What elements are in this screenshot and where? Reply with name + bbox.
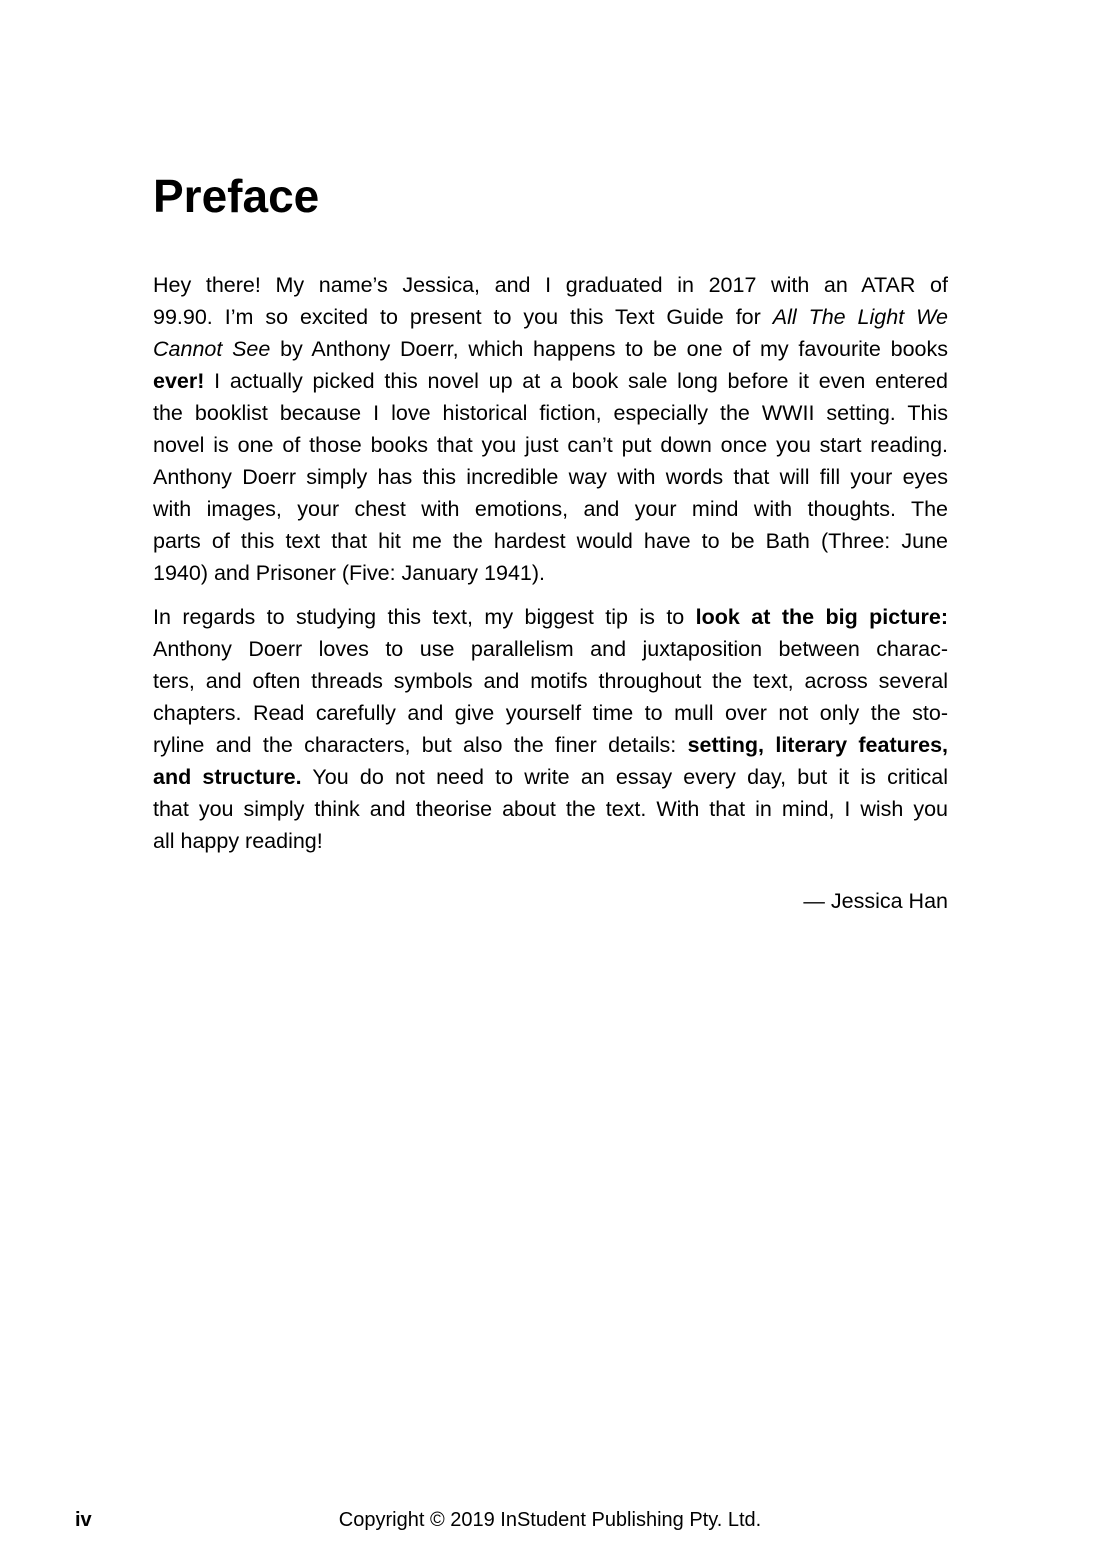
- text-line: [153, 697, 948, 729]
- text-segment: 99.90. I’m so excited to present to you this Text Guide for: [153, 305, 773, 329]
- text-segment: ters, and often threads symbols and motifs throughout the text, across several: [153, 669, 948, 693]
- text-line: [153, 793, 948, 825]
- text-segment: In regards to studying this text, my biggest tip is to: [153, 605, 696, 629]
- text-segment: Anthony Doerr simply has this incredible way with words that will fill your eyes: [153, 465, 948, 489]
- text-segment: parts of this text that hit me the hardest would have to be Bath (Three: June: [153, 529, 948, 553]
- text-segment: that you simply think and theorise about the text. With that in mind, I wish you: [153, 797, 948, 821]
- page-number: iv: [75, 1509, 92, 1531]
- author-signature: — Jessica Han: [803, 889, 948, 913]
- text-segment: ever!: [153, 369, 205, 393]
- text-segment: Anthony Doerr loves to use parallelism and juxtaposition between charac-: [153, 637, 948, 661]
- text-segment: I actually picked this novel up at a book sale long before it even entered: [204, 369, 948, 393]
- text-line: [153, 601, 948, 633]
- text-segment: 1940) and Prisoner (Five: January 1941).: [153, 561, 545, 585]
- text-line: [153, 633, 948, 665]
- text-segment: All The Light We: [772, 305, 948, 329]
- paragraph: [153, 601, 948, 857]
- text-line: [153, 525, 948, 557]
- text-line: [153, 429, 948, 461]
- text-segment: with images, your chest with emotions, and your mind with thoughts. The: [153, 497, 948, 521]
- text-line: [153, 301, 948, 333]
- text-line: [153, 461, 948, 493]
- text-line: [153, 761, 948, 793]
- preface-paragraphs: [153, 269, 948, 857]
- text-line: [153, 557, 948, 589]
- text-segment: chapters. Read carefully and give yourself time to mull over not only the sto-: [153, 701, 948, 725]
- text-line: [153, 269, 948, 301]
- text-line: [153, 825, 948, 857]
- text-segment: Hey there! My name’s Jessica, and I graduated in 2017 with an ATAR of: [153, 273, 948, 297]
- preface-content: [153, 170, 948, 917]
- text-segment: novel is one of those books that you just can’t put down once you start reading.: [153, 433, 948, 457]
- page-footer: [75, 1508, 1025, 1532]
- text-segment: all happy reading!: [153, 829, 323, 853]
- text-segment: and structure.: [153, 765, 302, 789]
- text-line: [153, 333, 948, 365]
- text-line: [153, 397, 948, 429]
- page-title: Preface: [153, 170, 320, 222]
- text-line: [153, 665, 948, 697]
- text-segment: Cannot See: [153, 337, 271, 361]
- text-segment: setting, literary features,: [687, 733, 948, 757]
- text-line: [153, 365, 948, 397]
- text-line: [153, 493, 948, 525]
- copyright-text: Copyright © 2019 InStudent Publishing Pty. Ltd.: [338, 1509, 762, 1531]
- text-segment: the booklist because I love historical fiction, especially the WWII setting. This: [153, 401, 948, 425]
- paragraph: [153, 269, 948, 589]
- text-line: [153, 729, 948, 761]
- text-segment: look at the big picture:: [695, 605, 948, 629]
- text-segment: by Anthony Doerr, which happens to be one of my favourite books: [270, 337, 948, 361]
- text-segment: You do not need to write an essay every day, but it is critical: [301, 765, 948, 789]
- text-segment: ryline and the characters, but also the finer details:: [153, 733, 688, 757]
